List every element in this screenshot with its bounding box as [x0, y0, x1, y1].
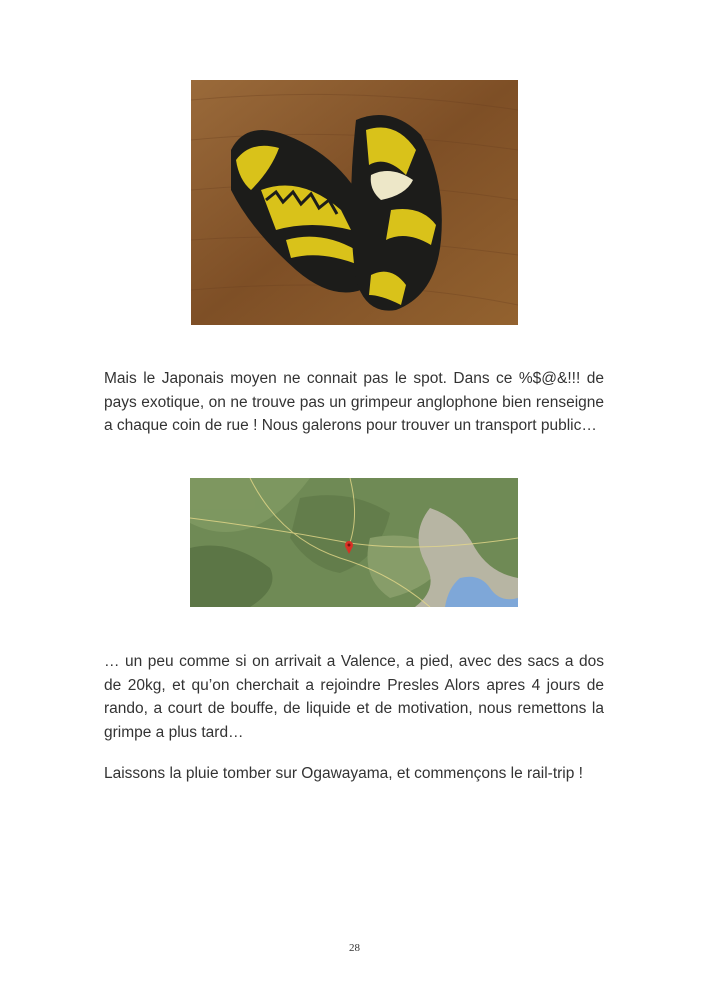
paragraph-1: Mais le Japonais moyen ne connait pas le spot. Dans ce %$@&!!! de pays exotique, on ne trouve pas un grimpeur anglophone bien renseigne a chaque coin de rue ! Nous galerons pour trouver un transport public… — [104, 370, 604, 434]
climbing-shoes-photo — [191, 80, 518, 325]
paragraph-2: … un peu comme si on arrivait a Valence, a pied, avec des sacs a dos de 20kg, et qu’on cherchait a rejoindre Presles Alors apres 4 jours de rando, a court de bouffe, de liquide et de motivation, nous remettons la grimpe a plus tard… — [104, 653, 604, 741]
map-illustration — [190, 478, 518, 607]
paragraph-3: Laissons la pluie tomber sur Ogawayama, et commençons le rail-trip ! — [104, 765, 583, 782]
climbing-shoes-illustration — [191, 80, 518, 325]
page-number: 28 — [349, 942, 360, 954]
map-image — [190, 478, 518, 607]
